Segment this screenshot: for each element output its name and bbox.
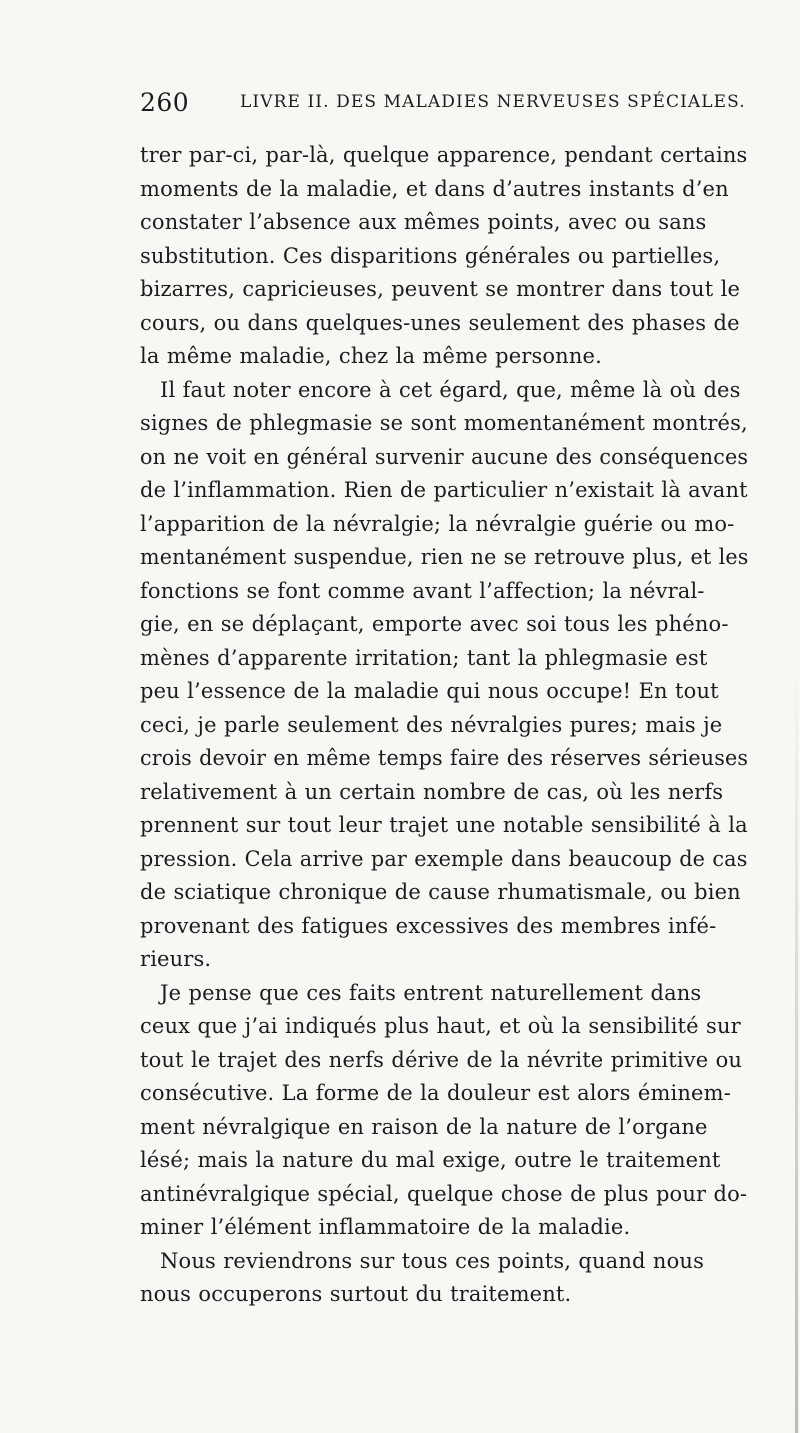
text-line: antinévralgique spécial, quelque chose de plus pour do-	[140, 1181, 748, 1206]
text-line: consécutive. La forme de la douleur est alors éminem-	[140, 1081, 731, 1105]
text-line: peu l’essence de la maladie qui nous occupe! En tout	[140, 679, 719, 703]
text-line: l’apparition de la névralgie; la névralgie guérie ou mo-	[140, 511, 735, 536]
text-line: rieurs.	[140, 947, 212, 971]
text-line: ment névralgique en raison de la nature de l’organe	[140, 1114, 708, 1139]
text-line: Je pense que ces faits entrent naturellement dans	[160, 980, 702, 1005]
text-line: de sciatique chronique de cause rhumatismale, ou bien	[140, 880, 741, 904]
text-line: trer par-ci, par-là, quelque apparence, pendant certains	[140, 143, 748, 167]
body-text	[140, 139, 748, 1312]
text-line: tout le trajet des nerfs dérive de la névrite primitive ou	[140, 1047, 743, 1072]
text-line: nous occuperons surtout du traitement.	[140, 1282, 572, 1306]
text-line: la même maladie, chez la même personne.	[140, 344, 602, 368]
text-line: crois devoir en même temps faire des réserves sérieuses	[140, 746, 749, 770]
page-edge-shadow	[795, 660, 798, 1433]
text-line: de l’inflammation. Rien de particulier n’existait là avant	[140, 478, 748, 502]
text-line: cours, ou dans quelques-unes seulement des phases de	[140, 310, 740, 335]
text-line: pression. Cela arrive par exemple dans beaucoup de cas	[140, 846, 748, 871]
text-line: ceci, je parle seulement des névralgies pures; mais je	[140, 712, 723, 737]
text-line: substitution. Ces disparitions générales ou partielles,	[140, 243, 721, 268]
text-line: on ne voit en général survenir aucune des conséquences	[140, 444, 749, 469]
text-line: fonctions se font comme avant l’affection; la névral-	[140, 578, 705, 603]
text-line: mènes d’apparente irritation; tant la phlegmasie est	[140, 645, 708, 670]
text-line: Il faut noter encore à cet égard, que, même là où des	[160, 377, 741, 402]
text-line: gie, en se déplaçant, emporte avec soi tous les phéno-	[140, 612, 729, 636]
text-line: relativement à un certain nombre de cas, où les nerfs	[140, 779, 724, 804]
page-header	[140, 88, 746, 118]
text-line: miner l’élément inflammatoire de la maladie.	[140, 1215, 631, 1239]
running-head: LIVRE II. DES MALADIES NERVEUSES SPÉCIALES.	[240, 92, 746, 112]
text-line: Nous reviendrons sur tous ces points, quand nous	[160, 1248, 705, 1273]
text-line: provenant des fatigues excessives des membres infé-	[140, 913, 717, 938]
text-line: lésé; mais la nature du mal exige, outre le traitement	[140, 1148, 721, 1172]
page-number: 260	[140, 88, 190, 117]
text-line: mentanément suspendue, rien ne se retrouve plus, et les	[140, 545, 749, 569]
text-line: bizarres, capricieuses, peuvent se montrer dans tout le	[140, 277, 741, 301]
text-line: ceux que j’ai indiqués plus haut, et où la sensibilité sur	[140, 1014, 741, 1038]
text-line: prennent sur tout leur trajet une notable sensibilité à la	[140, 813, 748, 837]
text-line: moments de la maladie, et dans d’autres instants d’en	[140, 176, 729, 201]
text-line: signes de phlegmasie se sont momentanément montrés,	[140, 411, 748, 435]
text-line: constater l’absence aux mêmes points, avec ou sans	[140, 210, 707, 234]
